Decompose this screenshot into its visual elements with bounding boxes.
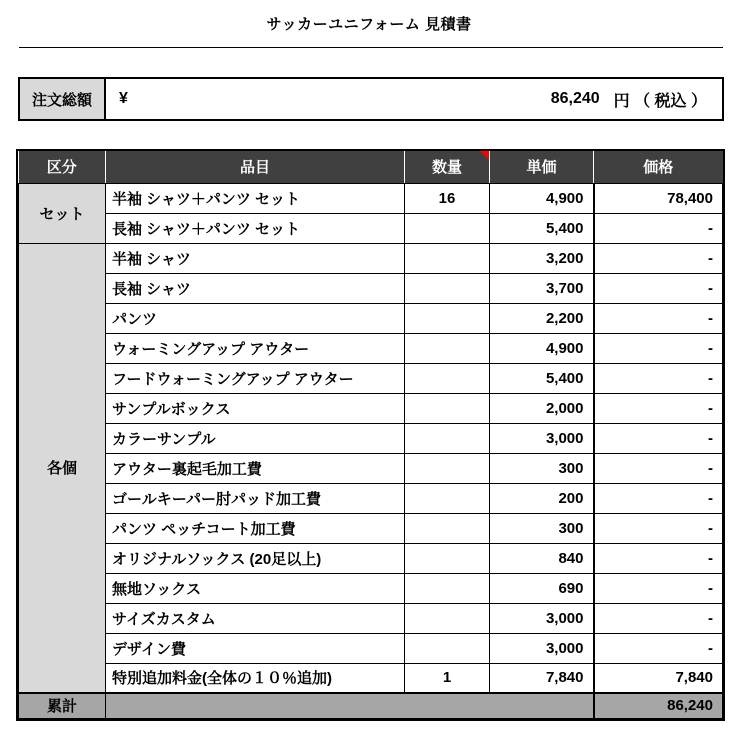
quantity-cell [405, 213, 490, 243]
price-cell: - [594, 453, 723, 483]
unit-price-cell: 2,200 [490, 303, 594, 333]
total-label-cell: 累計 [19, 693, 106, 718]
table-row [19, 423, 723, 453]
table-row [19, 393, 723, 423]
unit-price-cell: 5,400 [490, 213, 594, 243]
unit-price-cell: 3,700 [490, 273, 594, 303]
unit-price-cell: 2,000 [490, 393, 594, 423]
estimate-table [16, 149, 725, 721]
quantity-cell [405, 333, 490, 363]
table-row [19, 633, 723, 663]
item-name-cell: 無地ソックス [106, 573, 405, 603]
quantity-cell [405, 423, 490, 453]
order-total-amount: 86,240 [550, 90, 600, 107]
header-qty: 数量 [405, 151, 490, 183]
quantity-cell [405, 453, 490, 483]
order-total-value [106, 79, 722, 119]
table-header-row [19, 151, 723, 183]
unit-price-cell: 7,840 [490, 663, 594, 693]
table-row [19, 603, 723, 633]
header-price: 価格 [594, 151, 723, 183]
total-row [19, 693, 723, 718]
note-indicator-icon [480, 151, 489, 160]
item-name-cell: ゴールキーパー肘パッド加工費 [106, 483, 405, 513]
table-row [19, 333, 723, 363]
total-spacer-cell [106, 693, 594, 718]
group-label-cell: 各個 [19, 243, 106, 693]
total-value-cell: 86,240 [594, 693, 723, 718]
item-name-cell: デザイン費 [106, 633, 405, 663]
unit-price-cell: 3,000 [490, 603, 594, 633]
page-title: サッカーユニフォーム 見積書 [266, 16, 472, 33]
price-cell: - [594, 513, 723, 543]
unit-price-cell: 4,900 [490, 333, 594, 363]
item-name-cell: 半袖 シャツ＋パンツ セット [106, 183, 405, 213]
unit-price-cell: 3,200 [490, 243, 594, 273]
price-cell: - [594, 363, 723, 393]
item-name-cell: カラーサンプル [106, 423, 405, 453]
title-divider [19, 47, 723, 48]
table-row [19, 543, 723, 573]
price-cell: - [594, 543, 723, 573]
item-name-cell: 長袖 シャツ＋パンツ セット [106, 213, 405, 243]
unit-price-cell: 4,900 [490, 183, 594, 213]
order-total-unit: 円 （ 税込 ） [613, 92, 707, 110]
item-name-cell: 半袖 シャツ [106, 243, 405, 273]
order-total-box [18, 77, 724, 121]
item-name-cell: アウター裏起毛加工費 [106, 453, 405, 483]
quantity-cell: 16 [405, 183, 490, 213]
unit-price-cell: 300 [490, 453, 594, 483]
price-cell: - [594, 273, 723, 303]
price-cell: 78,400 [594, 183, 723, 213]
unit-price-cell: 3,000 [490, 423, 594, 453]
unit-price-cell: 300 [490, 513, 594, 543]
quantity-cell [405, 393, 490, 423]
item-name-cell: フードウォーミングアップ アウター [106, 363, 405, 393]
unit-price-cell: 5,400 [490, 363, 594, 393]
table-row [19, 213, 723, 243]
item-name-cell: 長袖 シャツ [106, 273, 405, 303]
item-name-cell: パンツ [106, 303, 405, 333]
item-name-cell: ウォーミングアップ アウター [106, 333, 405, 363]
quantity-cell [405, 303, 490, 333]
quantity-cell [405, 603, 490, 633]
quantity-cell: 1 [405, 663, 490, 693]
order-total-label: 注文総額 [20, 79, 106, 119]
item-name-cell: サンプルボックス [106, 393, 405, 423]
table-body [19, 183, 723, 693]
table-row [19, 573, 723, 603]
price-cell: - [594, 573, 723, 603]
price-cell: - [594, 423, 723, 453]
table-row [19, 243, 723, 273]
quantity-cell [405, 573, 490, 603]
price-cell: - [594, 243, 723, 273]
table-row [19, 363, 723, 393]
item-name-cell: サイズカスタム [106, 603, 405, 633]
table-row [19, 303, 723, 333]
table-row [19, 663, 723, 693]
price-cell: - [594, 333, 723, 363]
quantity-cell [405, 513, 490, 543]
price-cell: - [594, 303, 723, 333]
table-row [19, 513, 723, 543]
price-cell: - [594, 603, 723, 633]
price-cell: - [594, 483, 723, 513]
price-cell: 7,840 [594, 663, 723, 693]
item-name-cell: オリジナルソックス (20足以上) [106, 543, 405, 573]
quantity-cell [405, 363, 490, 393]
header-unit-price: 単価 [490, 151, 594, 183]
quantity-cell [405, 483, 490, 513]
table-row [19, 183, 723, 213]
unit-price-cell: 200 [490, 483, 594, 513]
table-row [19, 453, 723, 483]
unit-price-cell: 690 [490, 573, 594, 603]
table-row [19, 273, 723, 303]
unit-price-cell: 3,000 [490, 633, 594, 663]
table-row [19, 483, 723, 513]
item-name-cell: 特別追加料金(全体の１０％追加) [106, 663, 405, 693]
header-category: 区分 [19, 151, 106, 183]
quantity-cell [405, 543, 490, 573]
group-label-cell: セット [19, 183, 106, 243]
price-cell: - [594, 633, 723, 663]
header-item: 品目 [106, 151, 405, 183]
quantity-cell [405, 243, 490, 273]
quantity-cell [405, 633, 490, 663]
price-cell: - [594, 393, 723, 423]
currency-symbol: ¥ [119, 90, 128, 107]
price-cell: - [594, 213, 723, 243]
item-name-cell: パンツ ペッチコート加工費 [106, 513, 405, 543]
unit-price-cell: 840 [490, 543, 594, 573]
quantity-cell [405, 273, 490, 303]
